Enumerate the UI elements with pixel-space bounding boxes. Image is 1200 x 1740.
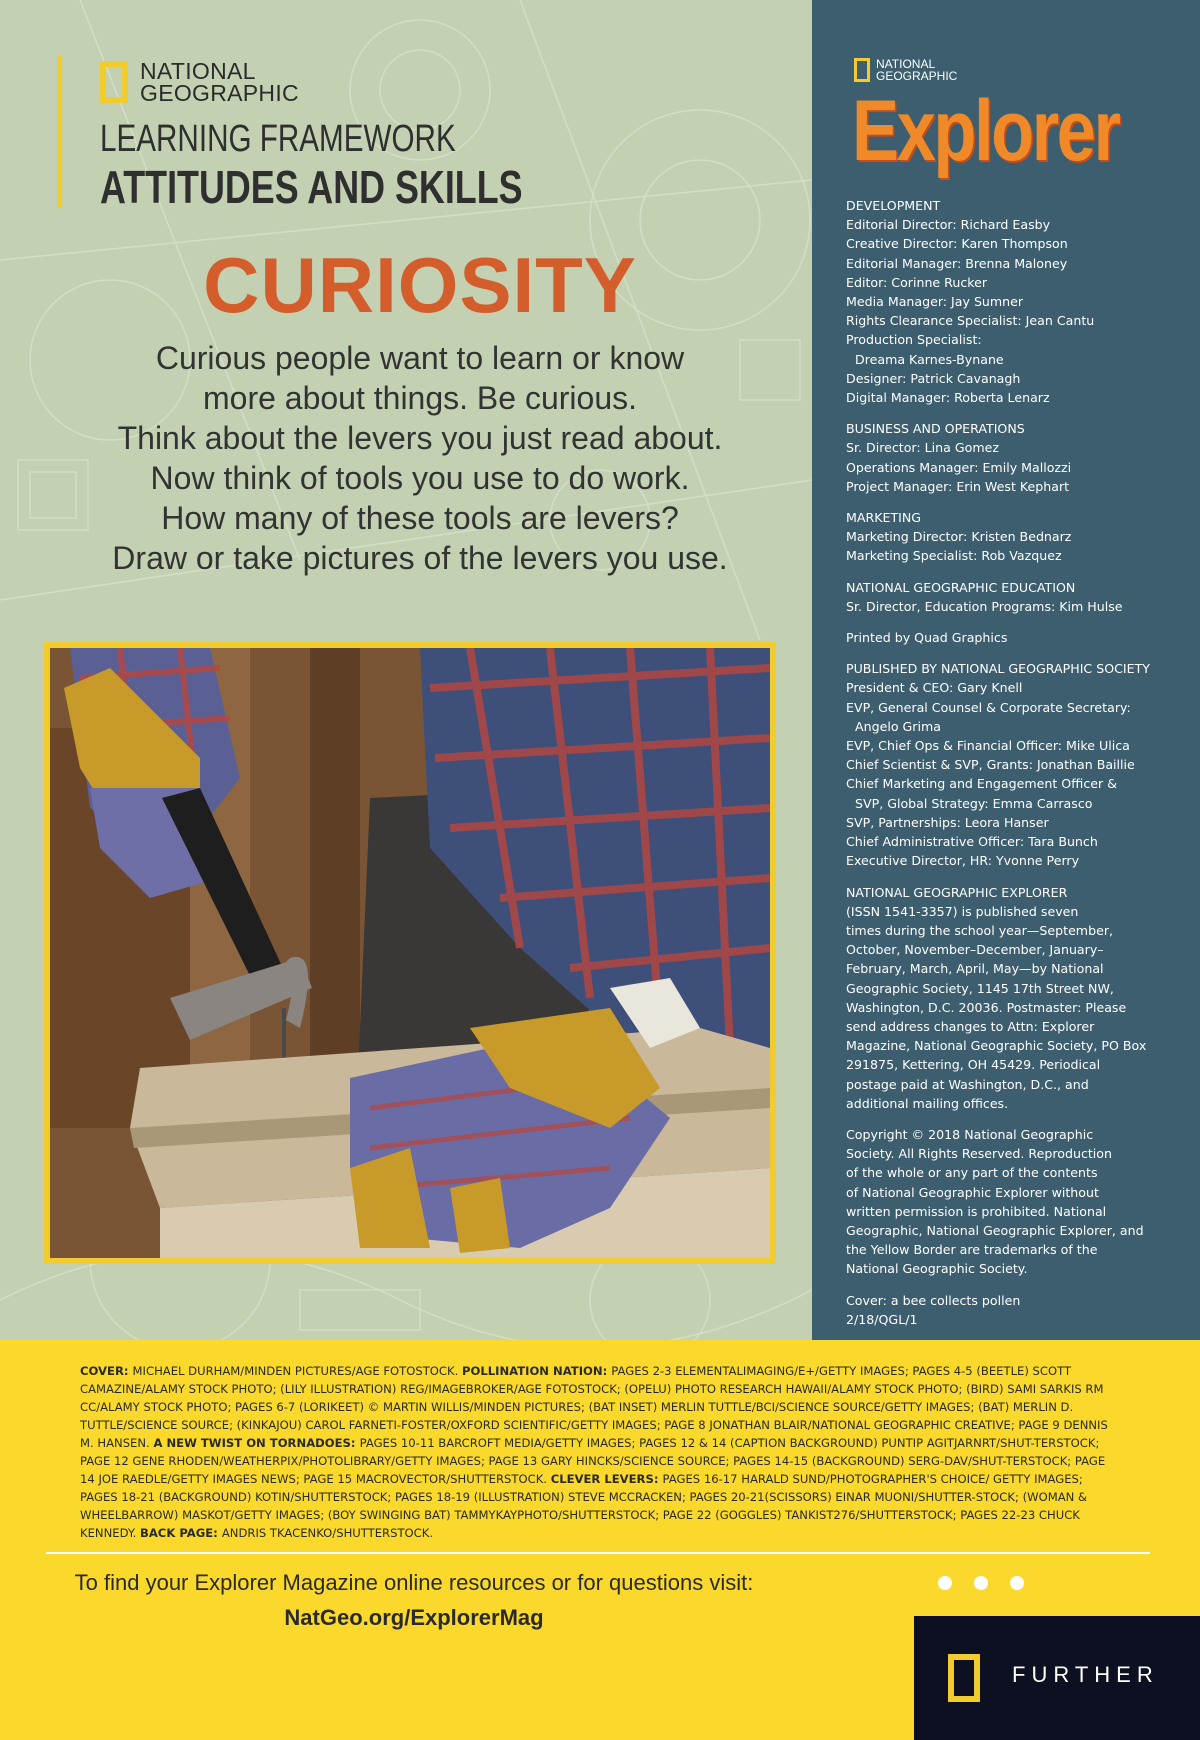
logo-line2: GEOGRAPHIC (876, 69, 958, 83)
explorer-logo: Explorer (852, 83, 1119, 179)
copyright-line: Society. All Rights Reserved. Reproduction (846, 1146, 1112, 1162)
staff-line: Creative Director: Karen Thompson (846, 236, 1068, 252)
further-label: FURTHER (1012, 1662, 1159, 1687)
staff-line: Project Manager: Erin West Kephart (846, 478, 1070, 494)
copyright-line: Geographic, National Geographic Explorer, and (846, 1222, 1144, 1238)
staff-line: SVP, Partnerships: Leora Hanser (846, 814, 1049, 830)
info-line: February, March, April, May—by National (846, 961, 1104, 977)
section-heading: MARKETING (846, 510, 922, 526)
staff-line: EVP, Chief Ops & Financial Officer: Mike Ulica (846, 738, 1130, 754)
info-line: additional mailing offices. (846, 1095, 1009, 1111)
staff-line: Sr. Director: Lina Gomez (846, 440, 999, 456)
framework-title: LEARNING FRAMEWORK (100, 118, 456, 160)
credit-text: PAGES 10-11 BARCROFT MEDIA/GETTY IMAGES; PAGES 12 & 14 (CAPTION BACKGROUND) PUNTIP AGITJARNRT/SHUT-TERSTOCK; PAGE 12 GENE RHODEN/WEATHERPIX/PHOTOLIBRARY/GETTY IMAGES; PAGE 13 GARY HINCKS/SCIENCE SOURCE; PAGES 14-15 (BACKGROUND) SERG-DAV/SHUT-TERSTOCK; PAGE 14 JOE RAEDLE/GETTY IMAGES NEWS; PAGE 15 MACROVECTOR/SHUTTERSTOCK. (80, 1436, 1106, 1486)
activity-line: Now think of tools you use to do work. (150, 460, 690, 496)
credit-text: PAGES 2-3 ELEMENTALIMAGING/E+/GETTY IMAGES; PAGES 4-5 (BEETLE) SCOTT CAMAZINE/ALAMY STOCK PHOTO; (LILY ILLUSTRATION) REG/IMAGEBROKER/AGE FOTOSTOCK; (OPELU) PHOTO RESEARCH HAWAII/ALAMY STOCK PHOTO; (BIRD) SAMI SARKIS RM CC/ALAMY STOCK PHOTO; PAGES 6-7 (LORIKEET) © MARTIN WILLIS/MINDEN PICTURES; (BAT INSET) MERLIN TUTTLE/BCI/SCIENCE SOURCE/GETTY IMAGES; (BAT) MERLIN D. TUTTLE/SCIENCE SOURCE; (KINKAJOU) CAROL FARNETI-FOSTER/OXFORD SCIENTIFIC/GETTY IMAGES; PAGE 8 JONATHAN BLAIR/NATIONAL GEOGRAPHIC CREATIVE; PAGE 9 DENNIS M. HANSEN. (80, 1364, 1108, 1450)
activity-text (0, 338, 812, 578)
section-heading: PUBLISHED BY NATIONAL GEOGRAPHIC SOCIETY (846, 661, 1150, 677)
copyright-line: the Yellow Border are trademarks of the (846, 1242, 1098, 1258)
divider (46, 1552, 1150, 1554)
visit-text: To find your Explorer Magazine online resources or for questions visit: (74, 1570, 754, 1595)
staff-line: Sr. Director, Education Programs: Kim Hulse (846, 598, 1123, 614)
staff-line: Dreama Karnes-Bynane (855, 351, 1004, 367)
section-heading: NATIONAL GEOGRAPHIC EXPLORER (846, 884, 1068, 900)
cover-caption: Cover: a bee collects pollen (846, 1292, 1021, 1308)
dot-decoration (938, 1576, 1024, 1590)
credit-text: MICHAEL DURHAM/MINDEN PICTURES/AGE FOTOSTOCK. (132, 1364, 462, 1378)
activity-line: more about things. Be curious. (202, 380, 637, 416)
hammer-nail-photo (50, 648, 770, 1258)
logo-line1: NATIONAL (140, 58, 256, 84)
staff-line: Executive Director, HR: Yvonne Perry (846, 853, 1080, 869)
staff-line: Editorial Manager: Brenna Maloney (846, 255, 1068, 271)
staff-line: EVP, General Counsel & Corporate Secretary: (846, 699, 1131, 715)
info-line: 291875, Kettering, OH 45429. Periodical (846, 1057, 1101, 1073)
activity-line: How many of these tools are levers? (161, 500, 679, 536)
credit-heading: A NEW TWIST ON TORNADOES: (153, 1436, 360, 1450)
section-heading: NATIONAL GEOGRAPHIC EDUCATION (846, 579, 1076, 595)
copyright-line: Copyright © 2018 National Geographic (846, 1126, 1094, 1142)
info-line: postage paid at Washington, D.C., and (846, 1076, 1089, 1092)
masthead (846, 196, 1192, 1329)
section-heading: DEVELOPMENT (846, 198, 941, 213)
staff-line: SVP, Global Strategy: Emma Carrasco (855, 795, 1093, 811)
footer (0, 1340, 1200, 1740)
yellow-border-icon (854, 58, 870, 82)
copyright-line: of National Geographic Explorer without (846, 1184, 1099, 1200)
credit-text: PAGES 16-17 HARALD SUND/PHOTOGRAPHER'S CHOICE/ GETTY IMAGES; PAGES 18-21 (BACKGROUND) KOTIN/SHUTTERSTOCK; PAGES 18-19 (ILLUSTRATION) STEVE MCCRACKEN; PAGES 20-21(SCISSORS) EINAR MUONI/SHUTTER-STOCK; (WOMAN & WHEELBARROW) MASKOT/GETTY IMAGES; (BOY SWINGING BAT) TAMMYKAYPHOTO/SHUTTERSTOCK; PAGE 22 (GOGGLES) TANKIST276/SHUTTERSTOCK; PAGES 22-23 CHUCK KENNEDY. (80, 1472, 1088, 1540)
staff-line: Rights Clearance Specialist: Jean Cantu (846, 313, 1095, 329)
photo-credits (80, 1362, 1120, 1542)
info-line: Washington, D.C. 20036. Postmaster: Please (846, 999, 1127, 1015)
resource-link[interactable]: NatGeo.org/ExplorerMag (284, 1605, 544, 1630)
activity-line: Curious people want to learn or know (155, 340, 685, 376)
page-title: CURIOSITY (203, 241, 637, 329)
info-line: send address changes to Attn: Explorer (846, 1018, 1095, 1034)
staff-line: President & CEO: Gary Knell (846, 680, 1023, 696)
framework-subtitle: ATTITUDES AND SKILLS (100, 161, 523, 213)
dot-icon (1010, 1576, 1024, 1590)
info-line: times during the school year—September, (846, 922, 1114, 938)
credit-heading: COVER: (80, 1364, 133, 1378)
staff-line: Media Manager: Jay Sumner (846, 294, 1024, 310)
staff-line: Chief Administrative Officer: Tara Bunch (846, 834, 1098, 850)
section-heading: BUSINESS AND OPERATIONS (846, 421, 1025, 437)
natgeo-small-logo (854, 58, 957, 82)
dot-icon (974, 1576, 988, 1590)
issue-code: 2/18/QGL/1 (846, 1311, 918, 1327)
accent-bar (57, 56, 62, 208)
staff-line: Editorial Director: Richard Easby (846, 217, 1051, 233)
staff-line: Production Specialist: (846, 332, 982, 348)
credit-text: ANDRIS TKACENKO/SHUTTERSTOCK. (221, 1526, 434, 1540)
printer-line: Printed by Quad Graphics (846, 630, 1008, 646)
copyright-line: National Geographic Society. (846, 1261, 1028, 1277)
staff-line: Chief Marketing and Engagement Officer & (846, 776, 1118, 792)
credit-heading: POLLINATION NATION: (462, 1364, 612, 1378)
info-line: Geographic Society, 1145 17th Street NW, (846, 980, 1114, 996)
staff-line: Chief Scientist & SVP, Grants: Jonathan Baillie (846, 757, 1135, 773)
natgeo-logo (100, 60, 299, 104)
staff-line: Angelo Grima (855, 718, 941, 734)
staff-line: Designer: Patrick Cavanagh (846, 370, 1021, 386)
copyright-line: of the whole or any part of the contents (846, 1165, 1098, 1181)
staff-line: Digital Manager: Roberta Lenarz (846, 390, 1050, 406)
info-line: Magazine, National Geographic Society, PO Box (846, 1038, 1147, 1054)
staff-line: Marketing Director: Kristen Bednarz (846, 529, 1072, 545)
further-badge (914, 1616, 1200, 1740)
copyright-line: written permission is prohibited. National (846, 1203, 1107, 1219)
staff-line: Marketing Specialist: Rob Vazquez (846, 548, 1062, 564)
logo-line2: GEOGRAPHIC (140, 80, 299, 106)
activity-line: Draw or take pictures of the levers you use. (112, 540, 728, 576)
credit-heading: BACK PAGE: (140, 1526, 222, 1540)
photo-frame (44, 642, 776, 1264)
yellow-border-icon (948, 1654, 980, 1702)
masthead-panel (812, 0, 1200, 1340)
staff-line: Operations Manager: Emily Mallozzi (846, 459, 1072, 475)
yellow-border-icon (100, 61, 128, 103)
credit-heading: CLEVER LEVERS: (550, 1472, 663, 1486)
staff-line: Editor: Corinne Rucker (846, 274, 988, 290)
info-line: (ISSN 1541-3357) is published seven (846, 903, 1079, 919)
activity-line: Think about the levers you just read about. (117, 420, 723, 456)
logo-line1: NATIONAL (876, 57, 936, 71)
dot-icon (938, 1576, 952, 1590)
info-line: October, November–December, January– (846, 942, 1104, 958)
